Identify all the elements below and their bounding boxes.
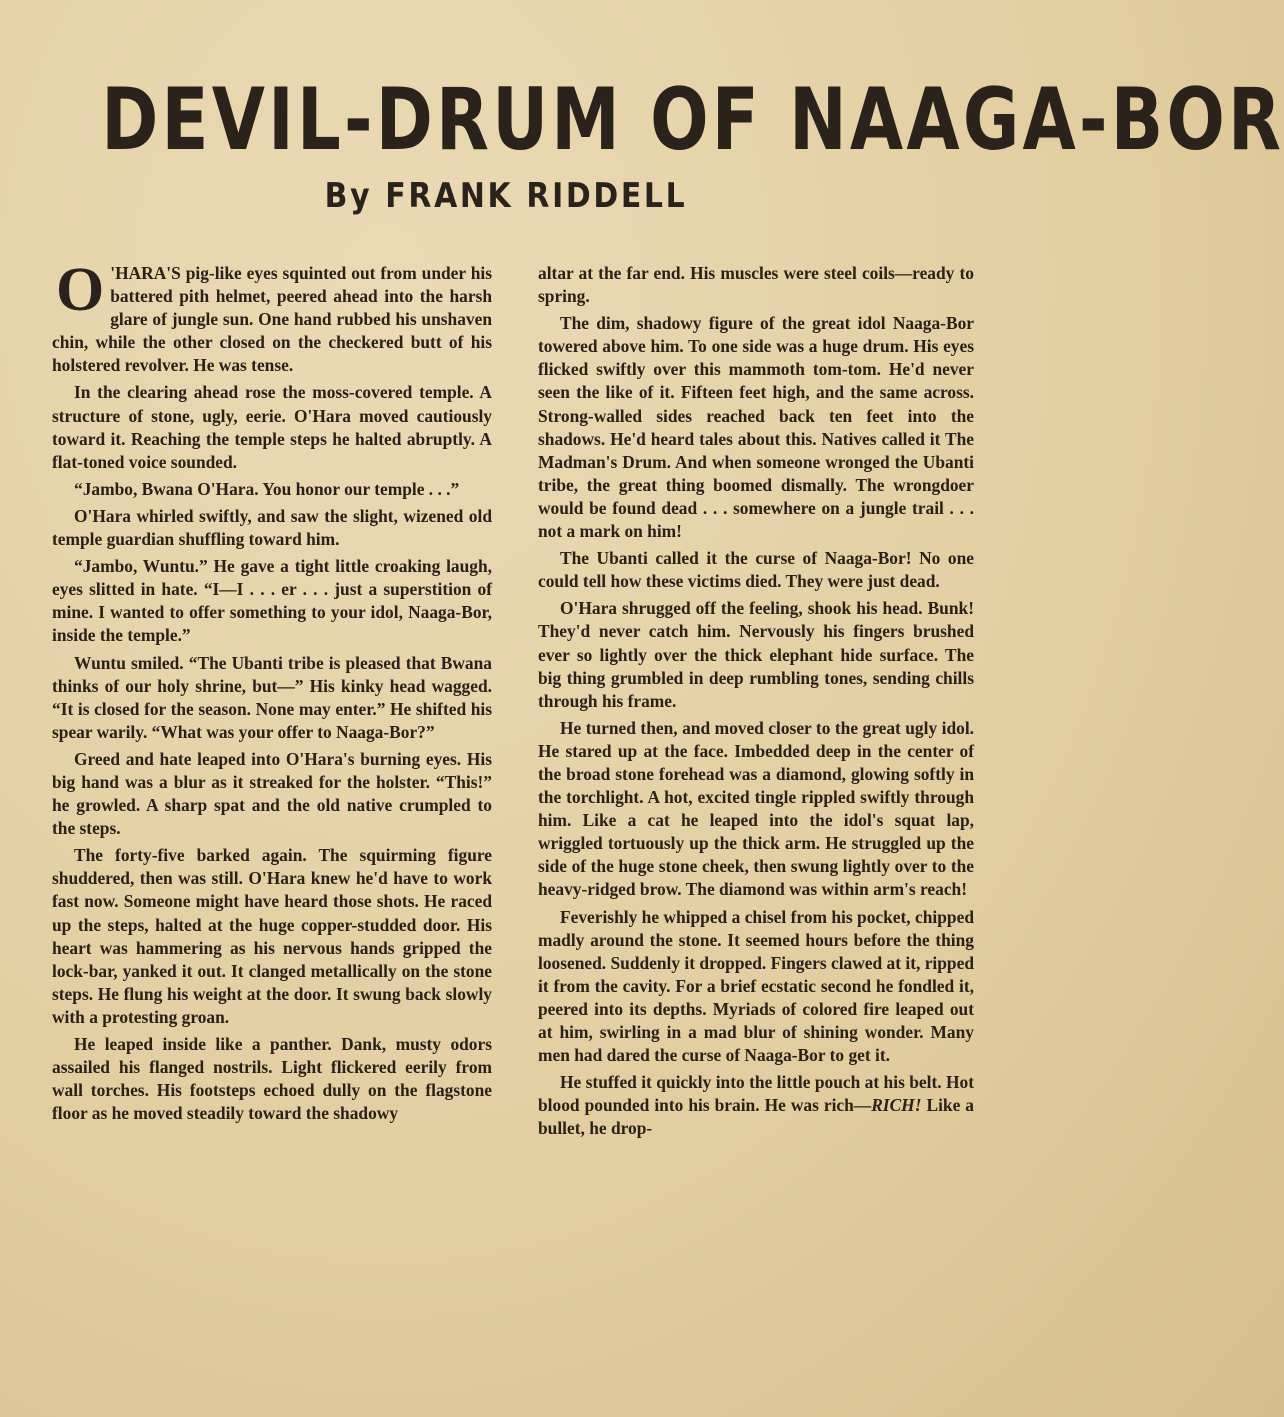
emphasis-rich: RICH! (871, 1095, 922, 1116)
paragraph: O 'HARA'S pig-like eyes squinted out from under his battered pith helmet, peered ahead into the harsh glare of jungle sun. One hand rubbed his unshaven chin, while the other closed on the checkered butt of his holstered revolver. He was tense. (52, 256, 492, 376)
paragraph: In the clearing ahead rose the moss-covered temple. A structure of stone, ugly, eerie. O'Hara moved cautiously toward it. Reaching the temple steps he halted abruptly. A flat-toned voice sounded. (52, 382, 492, 472)
paragraph: He turned then, and moved closer to the great ugly idol. He stared up at the face. Imbedded deep in the center of the broad stone forehead was a diamond, glowing softly in the torchlight. A hot, excited tingle rippled swiftly through him. Like a cat he leaped into the idol's squat lap, wriggled tortuously up the thick arm. He struggled up the side of the huge stone cheek, then swung lightly over to the heavy-ridged brow. The diamond was within arm's reach! (538, 717, 974, 900)
paragraph: The Ubanti called it the curse of Naaga-Bor! No one could tell how these victims died. They were just dead. (538, 548, 974, 592)
paragraph: “Jambo, Wuntu.” He gave a tight little croaking laugh, eyes slitted in hate. “I—I . . . er . . . just a superstition of mine. I wanted to offer something to your idol, Naaga-Bor, inside the temple.” (52, 556, 492, 646)
paragraph: He stuffed it quickly into the little pouch at his belt. Hot blood pounded into his brain. He was rich—RICH! Like a bullet, he drop- (538, 1072, 975, 1139)
paragraph: O'Hara shrugged off the feeling, shook his head. Bunk! They'd never catch him. Nervously his fingers brushed ever so lightly over the thick elephant hide surface. The big thing grumbled in deep rumbling tones, sending chills through his frame. (538, 598, 974, 711)
story-title: DEVIL-DRUM OF NAAGA-BOR (101, 70, 1284, 170)
paragraph: Greed and hate leaped into O'Hara's burning eyes. His big hand was a blur as it streaked for the holster. “This!” he growled. A sharp spat and the old native crumpled to the steps. (52, 748, 492, 839)
paragraph: “Jambo, Bwana O'Hara. You honor our temple . . .” (74, 478, 460, 499)
paragraph: altar at the far end. His muscles were steel coils—ready to spring. (538, 263, 974, 307)
paragraph: Feverishly he whipped a chisel from his pocket, chipped madly around the stone. It seemed hours before the thing loosened. Suddenly it dropped. Fingers clawed at it, ripped it from the cavity. For a brief ecstatic second he fondled it, peered into its depths. Myriads of colored fire leaped out at him, swirling in a mad blur of shining wonder. Many men had dared the curse of Naaga-Bor to get it. (538, 906, 974, 1066)
paragraph: The forty-five barked again. The squirming figure shuddered, then was still. O'Hara knew he'd have to work fast now. Someone might have heard those shots. He raced up the steps, halted at the huge copper-studded door. His heart was hammering as his nervous hands gripped the lock-bar, yanked it out. It clanged metallically on the stone steps. He flung his weight at the door. It swung back slowly with a protesting groan. (52, 845, 492, 1027)
paragraph: O'Hara whirled swiftly, and saw the slight, wizened old temple guardian shuffling toward him. (52, 505, 492, 550)
story-byline: By FRANK RIDDELL (324, 176, 688, 216)
paragraph: The dim, shadowy figure of the great idol Naaga-Bor towered above him. To one side was a huge drum. His eyes flicked swiftly over this mammoth tom-tom. He'd never seen the like of it. Fifteen feet high, and the same across. Strong-walled sides reached back ten feet into the shadows. He'd heard tales about this. Natives called it The Madman's Drum. And when someone wronged the Ubanti tribe, the great thing boomed dismally. The wrongdoer would be found dead . . . somewhere on a jungle trail . . . not a mark on him! (538, 313, 974, 542)
paragraph: He leaped inside like a panther. Dank, musty odors assailed his flanged nostrils. Light flickered eerily from wall torches. His footsteps echoed dully on the flagstone floor as he moved steadily toward the shadowy (52, 1034, 492, 1124)
paragraph: Wuntu smiled. “The Ubanti tribe is pleased that Bwana thinks of our holy shrine, but—” His kinky head wagged. “It is closed for the season. None may enter.” He shifted his spear warily. “What was your offer to Naaga-Bor?” (52, 652, 492, 742)
left-column (52, 256, 492, 1129)
drop-cap: O (56, 256, 105, 324)
right-column (538, 262, 974, 1144)
